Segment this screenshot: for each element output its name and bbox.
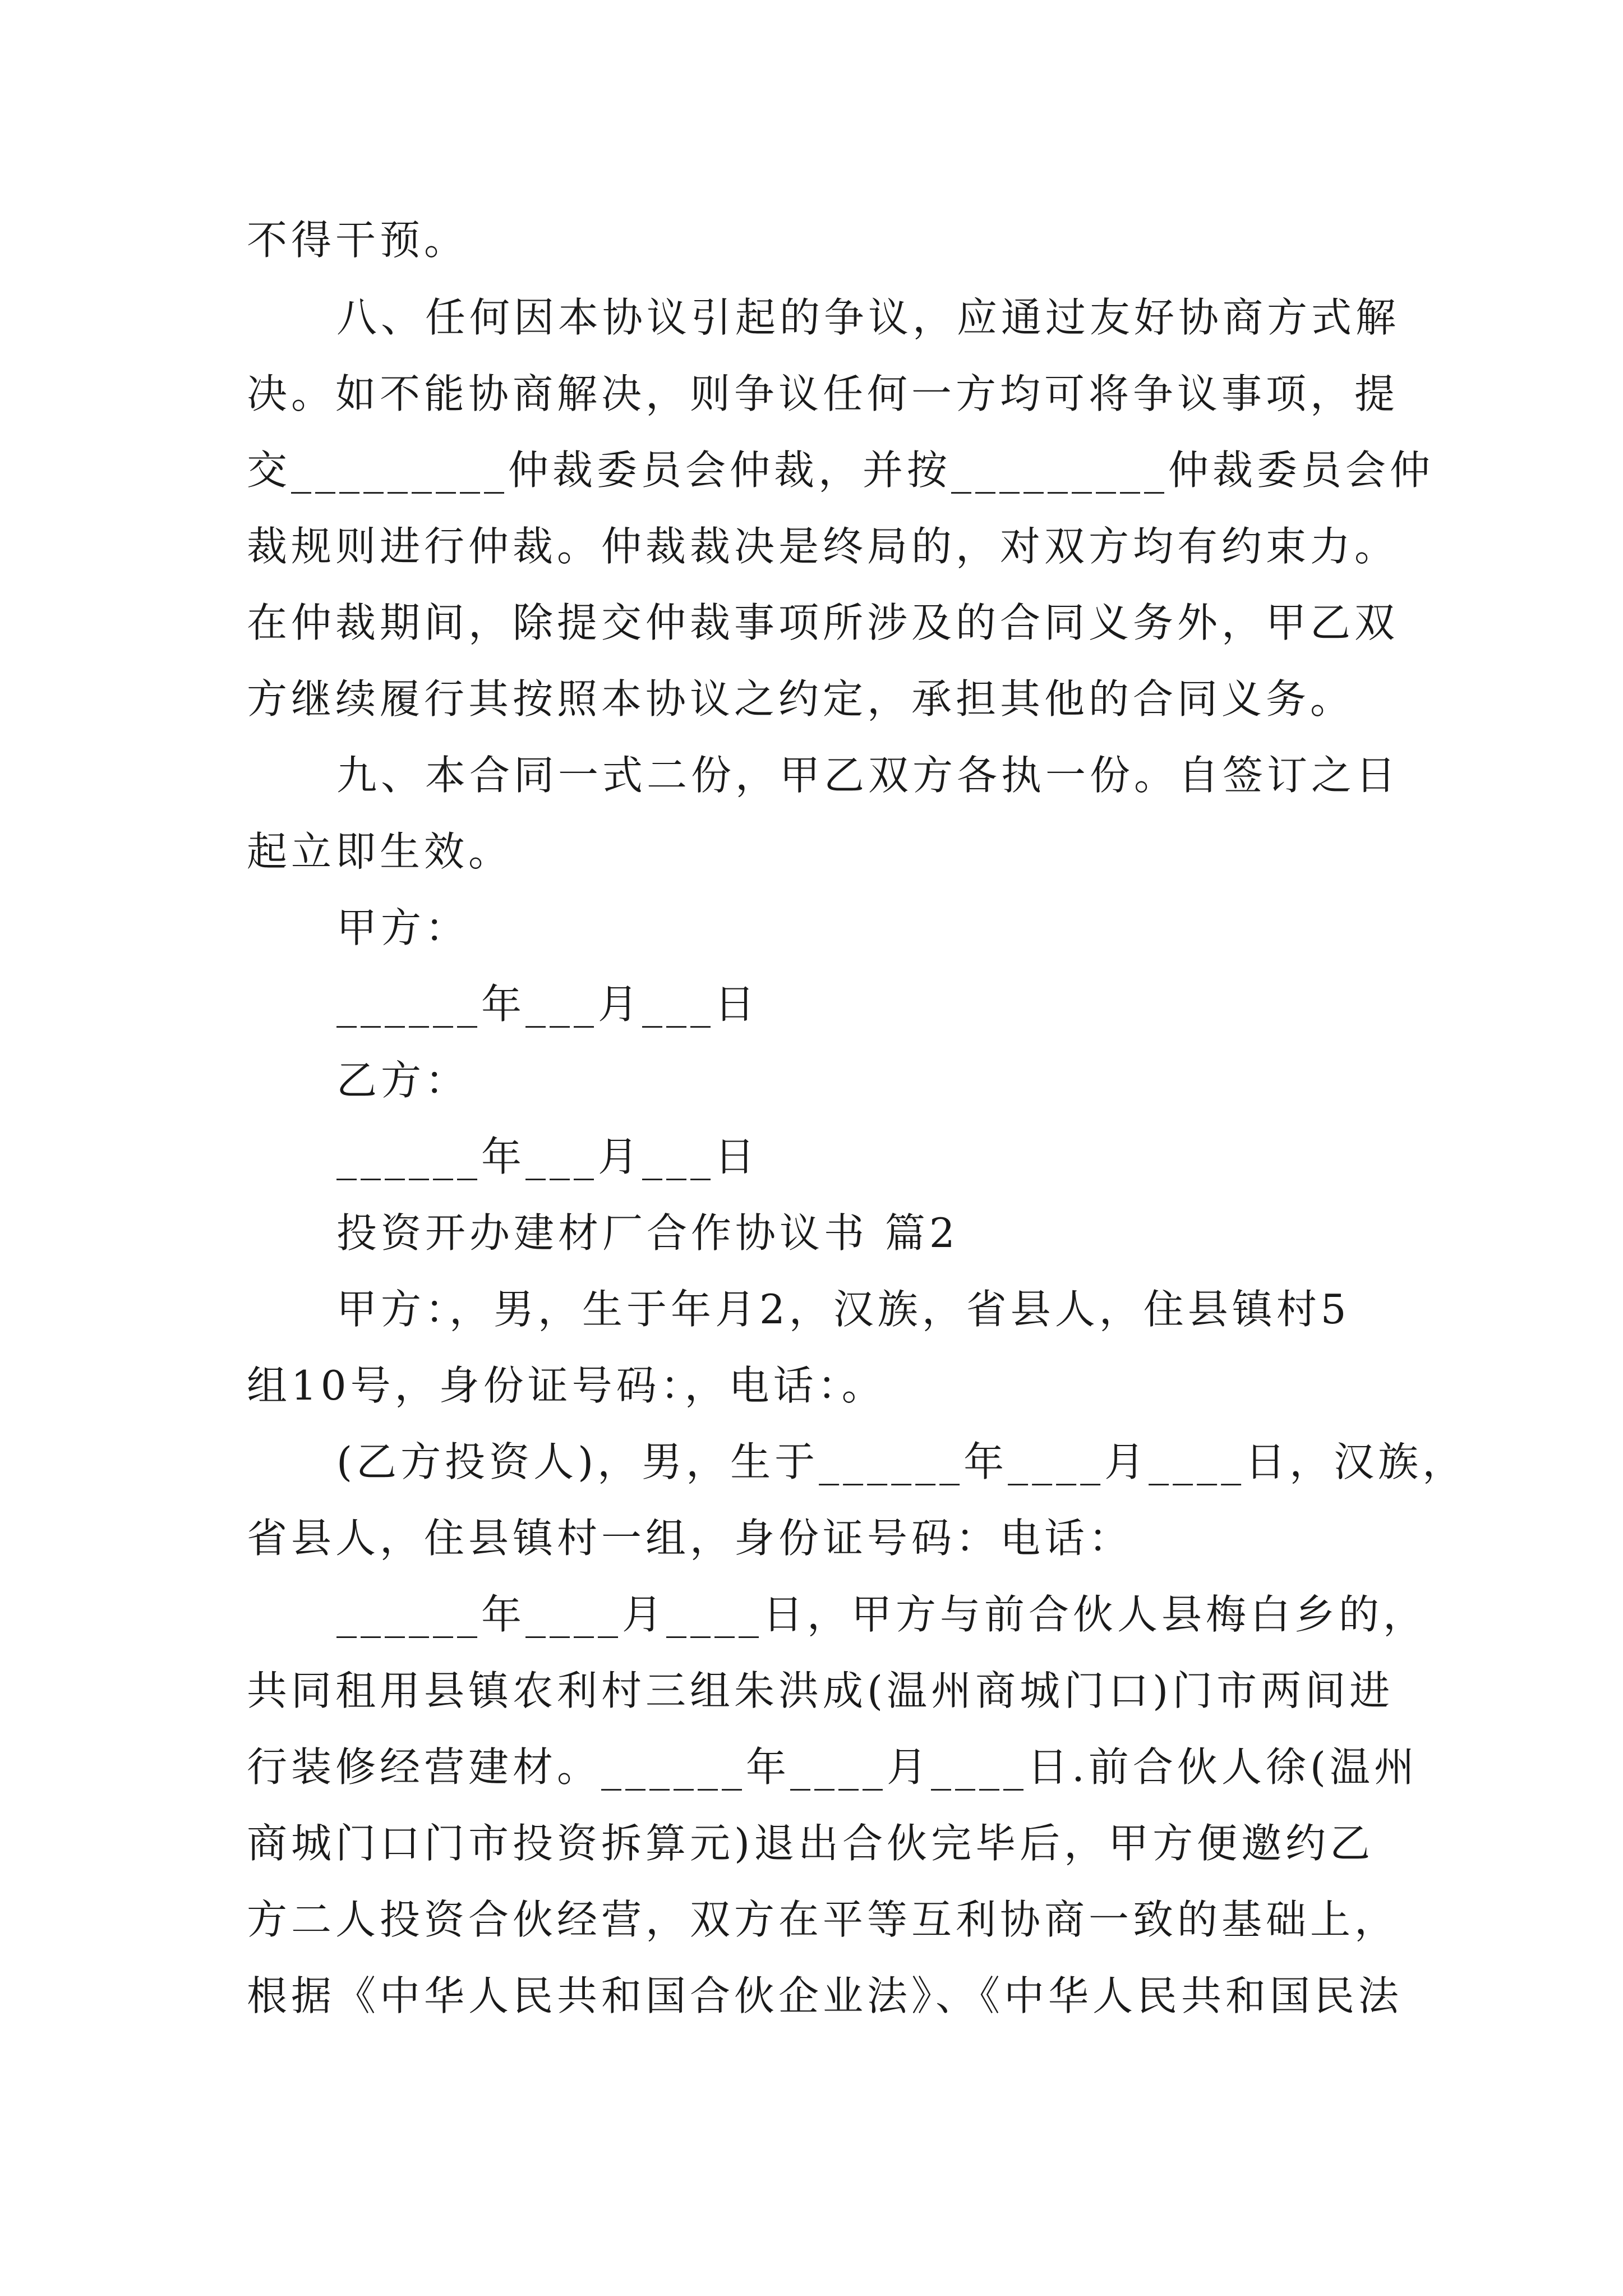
text-line: 决。如不能协商解决，则争议任何一方均可将争议事项，提 <box>247 370 1399 417</box>
text-line: ______年____月____日，甲方与前合伙人县梅白乡的， <box>336 1591 1428 1638</box>
text-line: 在仲裁期间，除提交仲裁事项所涉及的合同义务外，甲乙双 <box>247 599 1399 646</box>
text-line: 省县人，住县镇村一组，身份证号码：电话： <box>247 1515 1133 1562</box>
text-line: 起立即生效。 <box>247 828 513 875</box>
date-blank-party-b: ______年___月___日 <box>336 1133 759 1180</box>
text-line: 商城门口门市投资拆算元)退出合伙完毕后，甲方便邀约乙 <box>247 1820 1375 1867</box>
text-line: 甲方：，男，生于年月2，汉族，省县人，住县镇村5 <box>336 1286 1350 1333</box>
section-heading: 投资开办建材厂合作协议书 篇2 <box>336 1209 959 1257</box>
text-line: 共同租用县镇农利村三组朱洪成(温州商城门口)门市两间进 <box>247 1667 1394 1714</box>
text-line: 不得干预。 <box>247 217 469 264</box>
text-line: 根据《中华人民共和国合伙企业法》、《中华人民共和国民法 <box>247 1972 1403 2019</box>
text-line: 九、本合同一式二份，甲乙双方各执一份。自签订之日 <box>336 752 1400 799</box>
text-line: 行装修经营建材。______年____月____日.前合伙人徐(温州 <box>247 1743 1418 1791</box>
signature-label-party-b: 乙方： <box>336 1057 470 1104</box>
text-line: (乙方投资人)，男，生于______年____月____日，汉族， <box>336 1438 1467 1485</box>
date-blank-party-a: ______年___月___日 <box>336 981 759 1028</box>
text-line: 裁规则进行仲裁。仲裁裁决是终局的，对双方均有约束力。 <box>247 523 1399 570</box>
text-line: 方继续履行其按照本协议之约定，承担其他的合同义务。 <box>247 675 1355 723</box>
text-line: 组10号，身份证号码：，电话：。 <box>247 1362 886 1409</box>
text-line: 八、任何因本协议引起的争议，应通过友好协商方式解 <box>336 294 1400 341</box>
text-line: 交_________仲裁委员会仲裁，并按_________仲裁委员会仲 <box>247 447 1435 494</box>
text-line: 方二人投资合伙经营，双方在平等互利协商一致的基础上， <box>247 1896 1399 1943</box>
signature-label-party-a: 甲方： <box>336 904 470 951</box>
